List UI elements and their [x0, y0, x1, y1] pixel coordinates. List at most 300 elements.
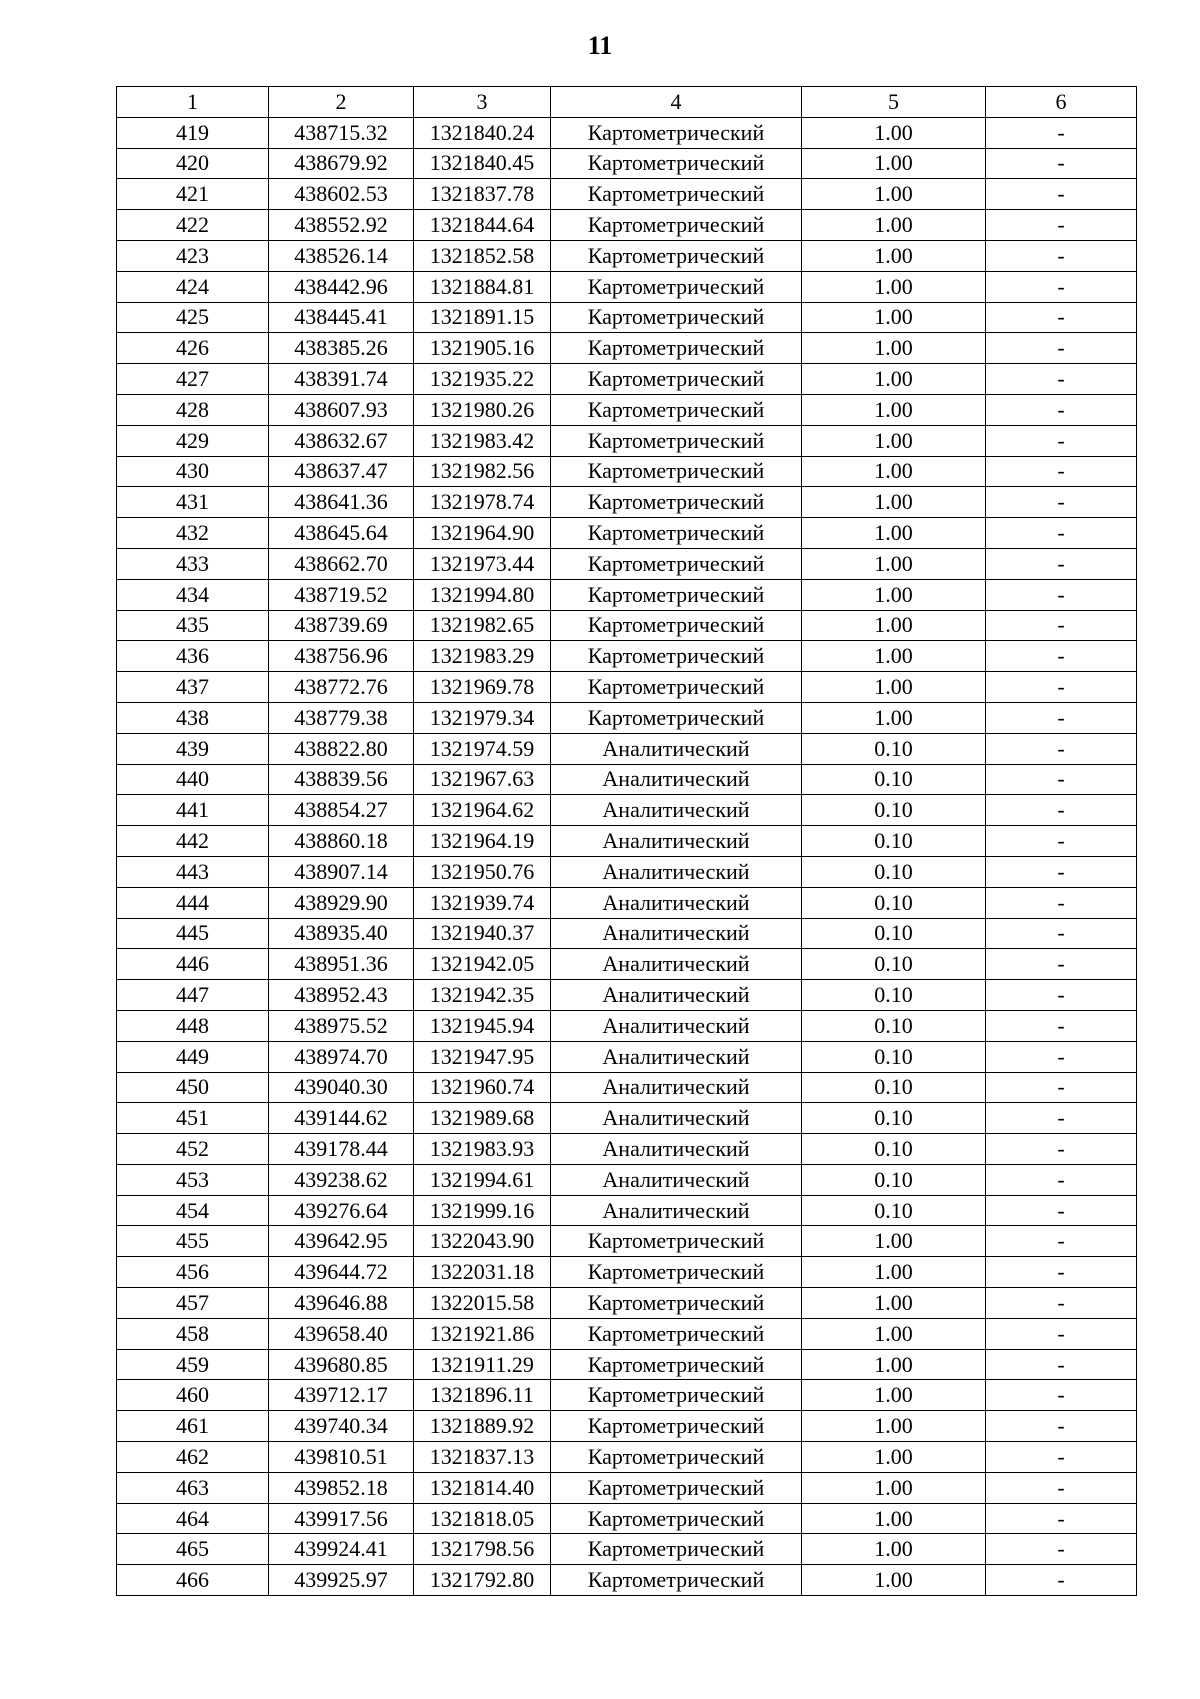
method-cell: Картометрический [551, 1318, 802, 1349]
method-cell: Картометрический [551, 148, 802, 179]
method-cell: Картометрический [551, 1288, 802, 1319]
x-coordinate-cell: 438526.14 [269, 240, 414, 271]
method-cell: Картометрический [551, 579, 802, 610]
method-cell: Аналитический [551, 1164, 802, 1195]
point-number-cell: 437 [117, 672, 269, 703]
y-coordinate-cell: 1321964.19 [414, 826, 551, 857]
table-row [117, 117, 1137, 148]
precision-cell: 1.00 [802, 518, 986, 549]
method-cell: Аналитический [551, 1134, 802, 1165]
method-cell: Аналитический [551, 1072, 802, 1103]
x-coordinate-cell: 438907.14 [269, 856, 414, 887]
precision-cell: 1.00 [802, 394, 986, 425]
x-coordinate-cell: 439924.41 [269, 1534, 414, 1565]
y-coordinate-cell: 1321818.05 [414, 1503, 551, 1534]
header-row [117, 87, 1137, 118]
method-cell: Картометрический [551, 1472, 802, 1503]
y-coordinate-cell: 1321994.61 [414, 1164, 551, 1195]
x-coordinate-cell: 438679.92 [269, 148, 414, 179]
point-number-cell: 456 [117, 1257, 269, 1288]
page-number: 11 [587, 31, 613, 60]
note-cell: - [986, 1103, 1137, 1134]
point-number-cell: 442 [117, 826, 269, 857]
y-coordinate-cell: 1321960.74 [414, 1072, 551, 1103]
y-coordinate-cell: 1321964.62 [414, 795, 551, 826]
note-cell: - [986, 179, 1137, 210]
method-cell: Аналитический [551, 795, 802, 826]
method-cell: Аналитический [551, 1041, 802, 1072]
x-coordinate-cell: 438951.36 [269, 949, 414, 980]
x-coordinate-cell: 438632.67 [269, 425, 414, 456]
precision-cell: 1.00 [802, 456, 986, 487]
note-cell: - [986, 518, 1137, 549]
precision-cell: 1.00 [802, 548, 986, 579]
point-number-cell: 452 [117, 1134, 269, 1165]
x-coordinate-cell: 439644.72 [269, 1257, 414, 1288]
table-row [117, 641, 1137, 672]
y-coordinate-cell: 1321945.94 [414, 1010, 551, 1041]
method-cell: Аналитический [551, 918, 802, 949]
x-coordinate-cell: 438935.40 [269, 918, 414, 949]
table-row [117, 548, 1137, 579]
y-coordinate-cell: 1321792.80 [414, 1565, 551, 1596]
point-number-cell: 443 [117, 856, 269, 887]
y-coordinate-cell: 1321989.68 [414, 1103, 551, 1134]
y-coordinate-cell: 1321994.80 [414, 579, 551, 610]
y-coordinate-cell: 1321969.78 [414, 672, 551, 703]
table-row [117, 1565, 1137, 1596]
note-cell: - [986, 1226, 1137, 1257]
y-coordinate-cell: 1321896.11 [414, 1380, 551, 1411]
point-number-cell: 457 [117, 1288, 269, 1319]
y-coordinate-cell: 1321905.16 [414, 333, 551, 364]
note-cell: - [986, 487, 1137, 518]
point-number-cell: 422 [117, 210, 269, 241]
precision-cell: 1.00 [802, 702, 986, 733]
precision-cell: 1.00 [802, 641, 986, 672]
y-coordinate-cell: 1321884.81 [414, 271, 551, 302]
table-row [117, 1226, 1137, 1257]
precision-cell: 0.10 [802, 1134, 986, 1165]
method-cell: Аналитический [551, 980, 802, 1011]
y-coordinate-cell: 1321798.56 [414, 1534, 551, 1565]
precision-cell: 1.00 [802, 271, 986, 302]
y-coordinate-cell: 1321983.93 [414, 1134, 551, 1165]
y-coordinate-cell: 1321935.22 [414, 364, 551, 395]
x-coordinate-cell: 438822.80 [269, 733, 414, 764]
note-cell: - [986, 641, 1137, 672]
y-coordinate-cell: 1321889.92 [414, 1411, 551, 1442]
table-row [117, 1411, 1137, 1442]
method-cell: Картометрический [551, 1442, 802, 1473]
x-coordinate-cell: 438854.27 [269, 795, 414, 826]
x-coordinate-cell: 438602.53 [269, 179, 414, 210]
point-number-cell: 436 [117, 641, 269, 672]
x-coordinate-cell: 439238.62 [269, 1164, 414, 1195]
x-coordinate-cell: 439642.95 [269, 1226, 414, 1257]
x-coordinate-cell: 438641.36 [269, 487, 414, 518]
table-row [117, 333, 1137, 364]
point-number-cell: 461 [117, 1411, 269, 1442]
point-number-cell: 426 [117, 333, 269, 364]
table-row [117, 1380, 1137, 1411]
x-coordinate-cell: 438607.93 [269, 394, 414, 425]
precision-cell: 1.00 [802, 1349, 986, 1380]
method-cell: Картометрический [551, 610, 802, 641]
method-cell: Картометрический [551, 333, 802, 364]
precision-cell: 0.10 [802, 856, 986, 887]
note-cell: - [986, 1318, 1137, 1349]
point-number-cell: 419 [117, 117, 269, 148]
table-row [117, 949, 1137, 980]
method-cell: Картометрический [551, 487, 802, 518]
note-cell: - [986, 702, 1137, 733]
x-coordinate-cell: 439680.85 [269, 1349, 414, 1380]
column-header: 5 [802, 87, 986, 118]
note-cell: - [986, 1442, 1137, 1473]
y-coordinate-cell: 1321973.44 [414, 548, 551, 579]
x-coordinate-cell: 439810.51 [269, 1442, 414, 1473]
table-row [117, 1041, 1137, 1072]
precision-cell: 1.00 [802, 487, 986, 518]
point-number-cell: 445 [117, 918, 269, 949]
x-coordinate-cell: 438779.38 [269, 702, 414, 733]
column-header: 3 [414, 87, 551, 118]
precision-cell: 0.10 [802, 764, 986, 795]
note-cell: - [986, 826, 1137, 857]
point-number-cell: 439 [117, 733, 269, 764]
precision-cell: 0.10 [802, 1103, 986, 1134]
point-number-cell: 449 [117, 1041, 269, 1072]
precision-cell: 1.00 [802, 1503, 986, 1534]
note-cell: - [986, 579, 1137, 610]
note-cell: - [986, 1257, 1137, 1288]
precision-cell: 1.00 [802, 240, 986, 271]
precision-cell: 1.00 [802, 610, 986, 641]
point-number-cell: 427 [117, 364, 269, 395]
y-coordinate-cell: 1321964.90 [414, 518, 551, 549]
table-row [117, 1472, 1137, 1503]
precision-cell: 0.10 [802, 1041, 986, 1072]
note-cell: - [986, 240, 1137, 271]
precision-cell: 0.10 [802, 733, 986, 764]
method-cell: Аналитический [551, 733, 802, 764]
x-coordinate-cell: 438929.90 [269, 887, 414, 918]
x-coordinate-cell: 439276.64 [269, 1195, 414, 1226]
precision-cell: 1.00 [802, 1288, 986, 1319]
table-row [117, 1318, 1137, 1349]
note-cell: - [986, 1010, 1137, 1041]
method-cell: Картометрический [551, 117, 802, 148]
x-coordinate-cell: 438715.32 [269, 117, 414, 148]
table-row [117, 764, 1137, 795]
method-cell: Картометрический [551, 672, 802, 703]
method-cell: Картометрический [551, 1226, 802, 1257]
x-coordinate-cell: 439040.30 [269, 1072, 414, 1103]
table-row [117, 240, 1137, 271]
x-coordinate-cell: 438756.96 [269, 641, 414, 672]
x-coordinate-cell: 438719.52 [269, 579, 414, 610]
point-number-cell: 433 [117, 548, 269, 579]
y-coordinate-cell: 1321974.59 [414, 733, 551, 764]
method-cell: Картометрический [551, 1349, 802, 1380]
note-cell: - [986, 856, 1137, 887]
x-coordinate-cell: 438637.47 [269, 456, 414, 487]
method-cell: Картометрический [551, 641, 802, 672]
note-cell: - [986, 456, 1137, 487]
table-header [117, 87, 1137, 118]
method-cell: Картометрический [551, 1503, 802, 1534]
point-number-cell: 434 [117, 579, 269, 610]
table-row [117, 425, 1137, 456]
note-cell: - [986, 1565, 1137, 1596]
note-cell: - [986, 394, 1137, 425]
table-row [117, 1134, 1137, 1165]
y-coordinate-cell: 1321980.26 [414, 394, 551, 425]
table-row [117, 1442, 1137, 1473]
method-cell: Картометрический [551, 210, 802, 241]
y-coordinate-cell: 1321950.76 [414, 856, 551, 887]
method-cell: Картометрический [551, 456, 802, 487]
method-cell: Картометрический [551, 271, 802, 302]
method-cell: Картометрический [551, 702, 802, 733]
column-header: 4 [551, 87, 802, 118]
y-coordinate-cell: 1321844.64 [414, 210, 551, 241]
table-body [117, 117, 1137, 1595]
y-coordinate-cell: 1321911.29 [414, 1349, 551, 1380]
table-row [117, 826, 1137, 857]
precision-cell: 1.00 [802, 1534, 986, 1565]
method-cell: Картометрический [551, 425, 802, 456]
y-coordinate-cell: 1321978.74 [414, 487, 551, 518]
table-row [117, 795, 1137, 826]
point-number-cell: 441 [117, 795, 269, 826]
point-number-cell: 429 [117, 425, 269, 456]
precision-cell: 1.00 [802, 117, 986, 148]
note-cell: - [986, 1349, 1137, 1380]
y-coordinate-cell: 1321837.13 [414, 1442, 551, 1473]
precision-cell: 1.00 [802, 425, 986, 456]
note-cell: - [986, 148, 1137, 179]
y-coordinate-cell: 1321942.05 [414, 949, 551, 980]
coordinates-table [116, 86, 1137, 1596]
point-number-cell: 465 [117, 1534, 269, 1565]
table-row [117, 733, 1137, 764]
note-cell: - [986, 364, 1137, 395]
note-cell: - [986, 333, 1137, 364]
table-row [117, 1164, 1137, 1195]
table-row [117, 1503, 1137, 1534]
x-coordinate-cell: 438445.41 [269, 302, 414, 333]
point-number-cell: 464 [117, 1503, 269, 1534]
note-cell: - [986, 1134, 1137, 1165]
point-number-cell: 425 [117, 302, 269, 333]
precision-cell: 1.00 [802, 302, 986, 333]
table-row [117, 702, 1137, 733]
precision-cell: 1.00 [802, 148, 986, 179]
note-cell: - [986, 1072, 1137, 1103]
note-cell: - [986, 887, 1137, 918]
point-number-cell: 462 [117, 1442, 269, 1473]
y-coordinate-cell: 1322015.58 [414, 1288, 551, 1319]
x-coordinate-cell: 438772.76 [269, 672, 414, 703]
method-cell: Картометрический [551, 1380, 802, 1411]
y-coordinate-cell: 1321982.56 [414, 456, 551, 487]
table-row [117, 148, 1137, 179]
table-row [117, 271, 1137, 302]
point-number-cell: 466 [117, 1565, 269, 1596]
method-cell: Аналитический [551, 764, 802, 795]
x-coordinate-cell: 438442.96 [269, 271, 414, 302]
precision-cell: 1.00 [802, 1257, 986, 1288]
y-coordinate-cell: 1322043.90 [414, 1226, 551, 1257]
table-row [117, 1103, 1137, 1134]
y-coordinate-cell: 1321852.58 [414, 240, 551, 271]
point-number-cell: 459 [117, 1349, 269, 1380]
note-cell: - [986, 548, 1137, 579]
method-cell: Картометрический [551, 548, 802, 579]
note-cell: - [986, 672, 1137, 703]
method-cell: Картометрический [551, 1257, 802, 1288]
x-coordinate-cell: 438662.70 [269, 548, 414, 579]
table-row [117, 487, 1137, 518]
point-number-cell: 432 [117, 518, 269, 549]
point-number-cell: 455 [117, 1226, 269, 1257]
table-row [117, 610, 1137, 641]
point-number-cell: 463 [117, 1472, 269, 1503]
note-cell: - [986, 210, 1137, 241]
x-coordinate-cell: 439925.97 [269, 1565, 414, 1596]
y-coordinate-cell: 1321814.40 [414, 1472, 551, 1503]
method-cell: Картометрический [551, 302, 802, 333]
y-coordinate-cell: 1322031.18 [414, 1257, 551, 1288]
precision-cell: 1.00 [802, 364, 986, 395]
method-cell: Аналитический [551, 856, 802, 887]
precision-cell: 1.00 [802, 1565, 986, 1596]
x-coordinate-cell: 438645.64 [269, 518, 414, 549]
y-coordinate-cell: 1321939.74 [414, 887, 551, 918]
precision-cell: 0.10 [802, 887, 986, 918]
x-coordinate-cell: 438974.70 [269, 1041, 414, 1072]
point-number-cell: 440 [117, 764, 269, 795]
table-row [117, 1010, 1137, 1041]
method-cell: Картометрический [551, 240, 802, 271]
precision-cell: 0.10 [802, 1072, 986, 1103]
point-number-cell: 446 [117, 949, 269, 980]
note-cell: - [986, 764, 1137, 795]
x-coordinate-cell: 438952.43 [269, 980, 414, 1011]
method-cell: Картометрический [551, 179, 802, 210]
column-header: 2 [269, 87, 414, 118]
table-row [117, 364, 1137, 395]
precision-cell: 1.00 [802, 210, 986, 241]
table-row [117, 579, 1137, 610]
table-row [117, 1349, 1137, 1380]
note-cell: - [986, 918, 1137, 949]
precision-cell: 0.10 [802, 1164, 986, 1195]
precision-cell: 1.00 [802, 333, 986, 364]
note-cell: - [986, 1288, 1137, 1319]
precision-cell: 0.10 [802, 918, 986, 949]
table-row [117, 394, 1137, 425]
point-number-cell: 451 [117, 1103, 269, 1134]
y-coordinate-cell: 1321942.35 [414, 980, 551, 1011]
method-cell: Картометрический [551, 364, 802, 395]
point-number-cell: 423 [117, 240, 269, 271]
method-cell: Аналитический [551, 1010, 802, 1041]
precision-cell: 0.10 [802, 1195, 986, 1226]
note-cell: - [986, 1164, 1137, 1195]
x-coordinate-cell: 438860.18 [269, 826, 414, 857]
column-header: 6 [986, 87, 1137, 118]
x-coordinate-cell: 439658.40 [269, 1318, 414, 1349]
precision-cell: 1.00 [802, 1472, 986, 1503]
method-cell: Аналитический [551, 949, 802, 980]
y-coordinate-cell: 1321999.16 [414, 1195, 551, 1226]
note-cell: - [986, 610, 1137, 641]
table-row [117, 980, 1137, 1011]
table-row [117, 179, 1137, 210]
table-row [117, 1257, 1137, 1288]
method-cell: Картометрический [551, 1411, 802, 1442]
point-number-cell: 435 [117, 610, 269, 641]
x-coordinate-cell: 439646.88 [269, 1288, 414, 1319]
note-cell: - [986, 302, 1137, 333]
precision-cell: 0.10 [802, 795, 986, 826]
note-cell: - [986, 1411, 1137, 1442]
note-cell: - [986, 795, 1137, 826]
table-row [117, 672, 1137, 703]
note-cell: - [986, 425, 1137, 456]
table-row [117, 456, 1137, 487]
table-row [117, 1534, 1137, 1565]
x-coordinate-cell: 439144.62 [269, 1103, 414, 1134]
y-coordinate-cell: 1321947.95 [414, 1041, 551, 1072]
y-coordinate-cell: 1321982.65 [414, 610, 551, 641]
point-number-cell: 448 [117, 1010, 269, 1041]
y-coordinate-cell: 1321840.45 [414, 148, 551, 179]
table-row [117, 856, 1137, 887]
method-cell: Картометрический [551, 518, 802, 549]
note-cell: - [986, 980, 1137, 1011]
method-cell: Аналитический [551, 1103, 802, 1134]
point-number-cell: 453 [117, 1164, 269, 1195]
table-row [117, 1072, 1137, 1103]
table-row [117, 302, 1137, 333]
note-cell: - [986, 1195, 1137, 1226]
point-number-cell: 420 [117, 148, 269, 179]
point-number-cell: 430 [117, 456, 269, 487]
x-coordinate-cell: 438552.92 [269, 210, 414, 241]
y-coordinate-cell: 1321979.34 [414, 702, 551, 733]
method-cell: Аналитический [551, 826, 802, 857]
method-cell: Картометрический [551, 1534, 802, 1565]
table-row [117, 918, 1137, 949]
precision-cell: 0.10 [802, 980, 986, 1011]
point-number-cell: 424 [117, 271, 269, 302]
x-coordinate-cell: 439712.17 [269, 1380, 414, 1411]
table-row [117, 210, 1137, 241]
precision-cell: 1.00 [802, 1411, 986, 1442]
x-coordinate-cell: 438385.26 [269, 333, 414, 364]
method-cell: Аналитический [551, 887, 802, 918]
point-number-cell: 438 [117, 702, 269, 733]
precision-cell: 0.10 [802, 1010, 986, 1041]
table-row [117, 1195, 1137, 1226]
point-number-cell: 421 [117, 179, 269, 210]
x-coordinate-cell: 438739.69 [269, 610, 414, 641]
point-number-cell: 460 [117, 1380, 269, 1411]
